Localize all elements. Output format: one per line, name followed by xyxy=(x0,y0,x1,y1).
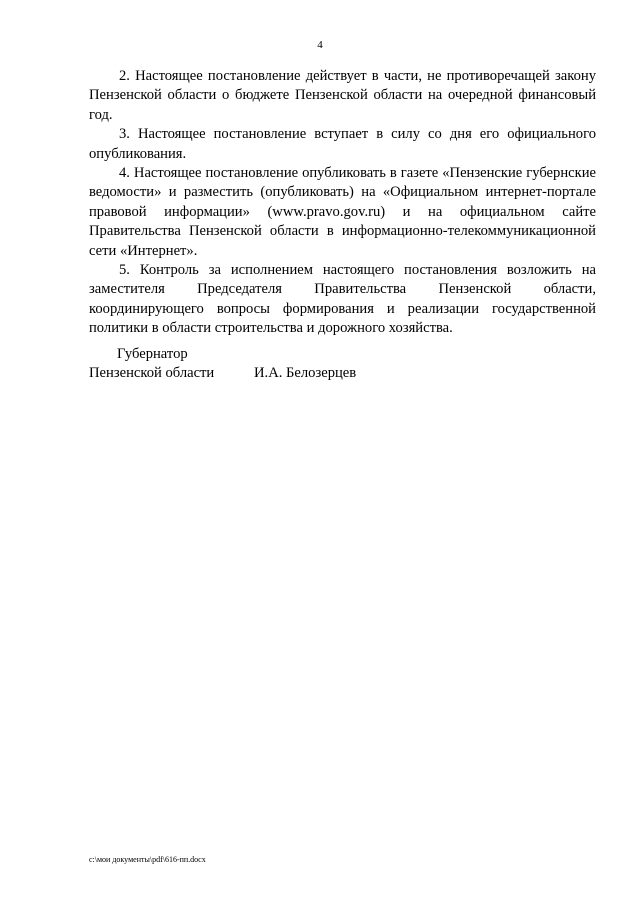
signatory-name: И.А. Белозерцев xyxy=(254,365,357,382)
paragraph-2: 2. Настоящее постановление действует в части, не противоречащей закону Пензенской области о бюджете Пензенской области на очередной финансовый год. xyxy=(89,68,596,123)
paragraph-3: 3. Настоящее постановление вступает в силу со дня его официального опубликования. xyxy=(89,126,596,162)
document-body xyxy=(89,67,596,339)
signatory-title: Губернатор xyxy=(117,346,188,362)
page-number: 4 xyxy=(317,39,323,51)
signatory-region: Пензенской области xyxy=(89,365,215,382)
footer-file-path: c:\мои документы\pdf\616-пп.docx xyxy=(89,855,206,864)
paragraph-5: 5. Контроль за исполнением настоящего постановления возложить на заместителя Председателя Правительства Пензенской области, координирующего вопросы формирования и реализации государственной политики в области строительства и дорожного хозяйства. xyxy=(89,262,596,337)
paragraph-4: 4. Настоящее постановление опубликовать в газете «Пензенские губернские ведомости» и разместить (опубликовать) на «Официальном интернет-портале правовой информации» (www.pravo.gov.ru) и на официальном сайте Правительства Пензенской области в информационно-телекоммуникационной сети «Интернет». xyxy=(89,165,596,259)
